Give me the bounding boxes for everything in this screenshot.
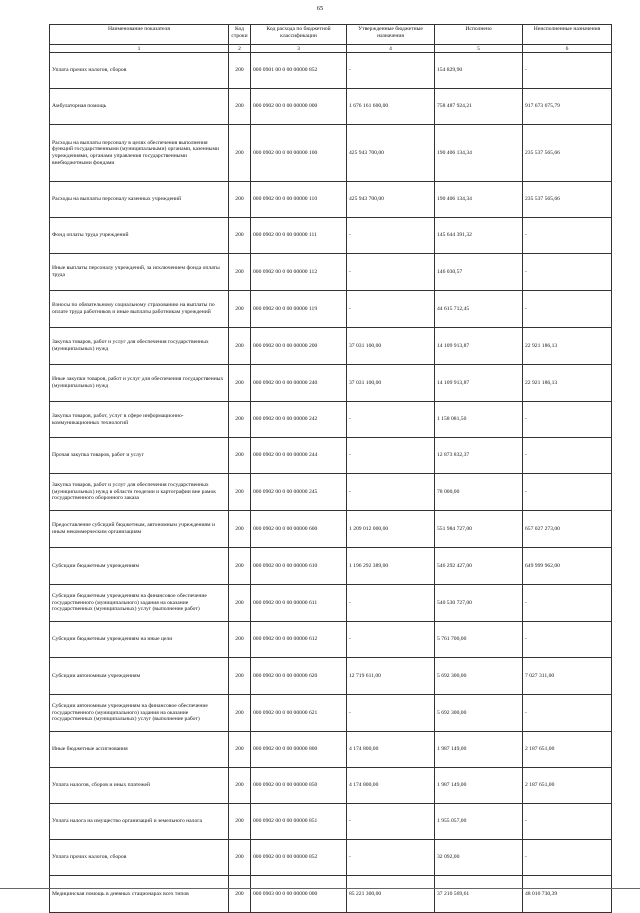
cell-approved: - [347,291,435,328]
cell-code: 000 0902 00 0 00 00000 110 [251,182,347,218]
cell-executed: 546 292 427,00 [435,548,523,585]
cell-name: Предоставление субсидий бюджетным, автономным учреждениям и иным некоммерческим организациям [50,511,229,548]
cell-line: 200 [229,658,251,695]
col-header-executed: Исполнено [435,25,523,45]
cell-unexecuted: 235 537 565,66 [523,125,612,182]
table-row [50,182,612,218]
cell-line: 200 [229,402,251,438]
table-row [50,695,612,732]
cell-code: 000 0902 00 0 00 00000 245 [251,474,347,511]
table-row [50,768,612,804]
cell-code: 000 0902 00 0 00 00000 600 [251,511,347,548]
col-number: 3 [251,45,347,53]
cell-line: 200 [229,474,251,511]
cell-approved: - [347,474,435,511]
table-row [50,328,612,365]
cell-line: 200 [229,182,251,218]
cell-name: Иные закупки товаров, работ и услуг для обеспечения государственных (муниципальных) нужд [50,365,229,402]
cell-unexecuted: - [523,438,612,474]
table-row [50,548,612,585]
cell-executed: 44 615 712,45 [435,291,523,328]
col-header-line: Код строки [229,25,251,45]
cell-unexecuted: - [523,474,612,511]
cell-line: 200 [229,254,251,291]
cell-unexecuted: 22 921 186,13 [523,328,612,365]
cell-approved: 37 031 100,00 [347,365,435,402]
cell-code: 000 0902 00 0 00 00000 610 [251,548,347,585]
cell-approved: - [347,438,435,474]
cell-line: 200 [229,218,251,254]
cell-line: 200 [229,438,251,474]
cell-executed: 551 984 727,00 [435,511,523,548]
cell-name: Уплата налога на имущество организаций и земельного налога [50,804,229,840]
table-row [50,365,612,402]
cell-code: 000 0901 00 0 00 00000 852 [251,53,347,89]
cell-name: Взносы по обязательному социальному страхованию на выплаты по оплате труда работников и иные выплаты работникам учреждений [50,291,229,328]
table-row [50,622,612,658]
table-row [50,254,612,291]
table-row [50,438,612,474]
cell-executed: 32 092,00 [435,840,523,876]
cell-executed: 190 406 134,34 [435,182,523,218]
col-header-approved: Утвержденные бюджетные назначения [347,25,435,45]
table-row [50,89,612,125]
cell-line: 200 [229,695,251,732]
table-row [50,804,612,840]
cell-executed: 146 030,57 [435,254,523,291]
cell-line: 200 [229,585,251,622]
cell-line: 200 [229,328,251,365]
cell-approved: - [347,218,435,254]
cell-name: Субсидии бюджетным учреждениям [50,548,229,585]
cell-unexecuted: - [523,622,612,658]
cell-line: 200 [229,53,251,89]
cell-executed: 540 530 727,00 [435,585,523,622]
cell-approved: - [347,254,435,291]
table-row [50,291,612,328]
cell-code: 000 0902 00 0 00 00000 850 [251,768,347,804]
cell-code: 000 0902 00 0 00 00000 851 [251,804,347,840]
cell-approved: - [347,53,435,89]
cell-unexecuted: - [523,695,612,732]
cell-line: 200 [229,732,251,768]
cell-unexecuted: - [523,291,612,328]
table-row [50,585,612,622]
cell-unexecuted: - [523,585,612,622]
col-header-name: Наименование показателя [50,25,229,45]
table-row [50,840,612,876]
cell-unexecuted: 22 921 186,13 [523,365,612,402]
budget-execution-table [49,24,612,913]
cell-code: 000 0902 00 0 00 00000 620 [251,658,347,695]
cell-name: Фонд оплаты труда учреждений [50,218,229,254]
cell-unexecuted: - [523,53,612,89]
table-row [50,402,612,438]
table-row [50,218,612,254]
table-row [50,876,612,913]
cell-unexecuted: 657 027 273,00 [523,511,612,548]
col-number: 6 [523,45,612,53]
cell-line: 200 [229,768,251,804]
col-number: 1 [50,45,229,53]
cell-line: 200 [229,548,251,585]
column-number-row [50,45,612,53]
cell-code: 000 0902 00 0 00 00000 621 [251,695,347,732]
cell-name: Расходы на выплаты персоналу в целях обеспечения выполнения функций государственными (муниципальными) органами, казенными учреждениями, органами управления государственными внебюджетными фондами [50,125,229,182]
cell-unexecuted: - [523,804,612,840]
cell-unexecuted: 2 187 651,00 [523,768,612,804]
cell-code: 000 0902 00 0 00 00000 611 [251,585,347,622]
cell-code: 000 0902 00 0 00 00000 244 [251,438,347,474]
cell-executed: 1 955 057,00 [435,804,523,840]
cell-line: 200 [229,511,251,548]
cell-code: 000 0902 00 0 00 00000 112 [251,254,347,291]
cell-executed: 190 406 134,34 [435,125,523,182]
cell-unexecuted: 649 999 962,00 [523,548,612,585]
col-number: 2 [229,45,251,53]
cell-executed: 1 987 149,00 [435,768,523,804]
table-row [50,474,612,511]
cell-name: Закупка товаров, работ, услуг в сфере информационно-коммуникационных технологий [50,402,229,438]
cell-line: 200 [229,291,251,328]
cell-executed: 1 987 149,00 [435,732,523,768]
cell-executed: 758 487 924,21 [435,89,523,125]
cell-executed: 78 000,00 [435,474,523,511]
cell-line: 200 [229,365,251,402]
page-number: 65 [316,5,324,12]
cell-approved: 425 943 700,00 [347,182,435,218]
cell-unexecuted: 917 673 675,79 [523,89,612,125]
cell-approved: 1 676 161 600,00 [347,89,435,125]
cell-approved: 37 031 100,00 [347,328,435,365]
cell-approved: 4 174 800,00 [347,768,435,804]
cell-unexecuted: - [523,402,612,438]
cell-line: 200 [229,804,251,840]
cell-name: Закупка товаров, работ и услуг для обеспечения государственных (муниципальных) нужд в области геодезии и картографии вне рамок государственного оборонного заказа [50,474,229,511]
cell-approved: 1 209 012 000,00 [347,511,435,548]
cell-line: 200 [229,89,251,125]
cell-approved: 85 221 300,00 [347,876,435,913]
cell-code: 000 0902 00 0 00 00000 240 [251,365,347,402]
cell-unexecuted: 235 537 565,66 [523,182,612,218]
cell-unexecuted: 2 187 651,00 [523,732,612,768]
cell-name: Прочая закупка товаров, работ и услуг [50,438,229,474]
cell-executed: 5 761 700,00 [435,622,523,658]
cell-approved: - [347,585,435,622]
table-row [50,125,612,182]
header-row [50,25,612,45]
cell-executed: 12 873 832,37 [435,438,523,474]
cell-line: 200 [229,125,251,182]
cell-code: 000 0902 00 0 00 00000 852 [251,840,347,876]
table-row [50,53,612,89]
cell-name: Закупка товаров, работ и услуг для обеспечения государственных (муниципальных) нужд [50,328,229,365]
cell-name: Амбулаторная помощь [50,89,229,125]
cell-name: Уплата прочих налогов, сборов [50,53,229,89]
cell-approved: - [347,402,435,438]
cell-executed: 5 692 300,00 [435,658,523,695]
cell-approved: - [347,840,435,876]
cell-executed: 14 109 913,87 [435,328,523,365]
cell-code: 000 0902 00 0 00 00000 800 [251,732,347,768]
col-number: 4 [347,45,435,53]
page-bottom-rule [0,888,640,889]
cell-code: 000 0902 00 0 00 00000 100 [251,125,347,182]
cell-unexecuted: - [523,254,612,291]
cell-code: 000 0902 00 0 00 00000 242 [251,402,347,438]
cell-approved: - [347,804,435,840]
cell-executed: 37 210 569,61 [435,876,523,913]
cell-line: 200 [229,840,251,876]
table-row [50,658,612,695]
cell-code: 000 0902 00 0 00 00000 200 [251,328,347,365]
cell-name: Медицинская помощь в дневных стационарах всех типов [50,876,229,913]
table-row [50,732,612,768]
cell-code: 000 0902 00 0 00 00000 000 [251,89,347,125]
cell-executed: 1 158 081,50 [435,402,523,438]
cell-unexecuted: 48 010 730,39 [523,876,612,913]
cell-executed: 154 829,90 [435,53,523,89]
col-header-unexecuted: Неисполненные назначения [523,25,612,45]
cell-name: Субсидии бюджетным учреждениям на финансовое обеспечение государственного (муниципального) задания на оказание государственных (муниципальных) услуг (выполнение работ) [50,585,229,622]
cell-name: Субсидии автономным учреждениям [50,658,229,695]
cell-name: Субсидии бюджетным учреждениям на иные цели [50,622,229,658]
cell-approved: 12 719 611,00 [347,658,435,695]
cell-approved: 425 943 700,00 [347,125,435,182]
cell-name: Расходы на выплаты персоналу казенных учреждений [50,182,229,218]
cell-code: 000 0902 00 0 00 00000 612 [251,622,347,658]
cell-code: 000 0902 00 0 00 00000 111 [251,218,347,254]
cell-approved: - [347,695,435,732]
cell-code: 000 0903 00 0 00 00000 000 [251,876,347,913]
cell-approved: 4 174 800,00 [347,732,435,768]
cell-executed: 14 109 913,87 [435,365,523,402]
cell-name: Уплата налогов, сборов и иных платежей [50,768,229,804]
cell-unexecuted: - [523,218,612,254]
cell-approved: - [347,622,435,658]
cell-name: Иные выплаты персоналу учреждений, за исключением фонда оплаты труда [50,254,229,291]
table-row [50,511,612,548]
cell-name: Уплата прочих налогов, сборов [50,840,229,876]
cell-line: 200 [229,876,251,913]
col-number: 5 [435,45,523,53]
col-header-code: Код расхода по бюджетной классификации [251,25,347,45]
cell-executed: 145 644 391,32 [435,218,523,254]
cell-code: 000 0902 00 0 00 00000 119 [251,291,347,328]
cell-executed: 5 692 300,00 [435,695,523,732]
cell-unexecuted: - [523,840,612,876]
cell-approved: 1 196 292 389,00 [347,548,435,585]
cell-name: Иные бюджетные ассигнования [50,732,229,768]
cell-unexecuted: 7 027 311,00 [523,658,612,695]
cell-name: Субсидии автономным учреждениям на финансовое обеспечение государственного (муниципального) задания на оказание государственных (муниципальных) услуг (выполнение работ) [50,695,229,732]
cell-line: 200 [229,622,251,658]
